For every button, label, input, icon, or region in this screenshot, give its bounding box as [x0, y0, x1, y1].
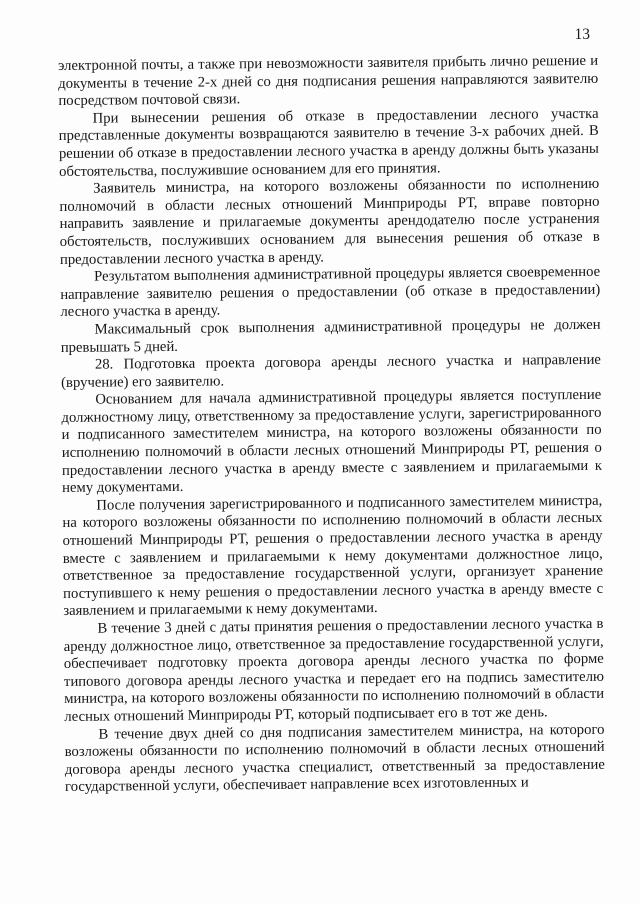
paragraph-procedure-basis: Основанием для начала административной процедуры является поступление должностному лицу, ответственному за предоставление услуги, зарегистрированного и подписанного заместителем министра, на которого возложены обязанности по исполнению полномочий в области лесных отношений Минприроды РТ, решения о предоставлении лесного участка в аренду вместе с заявлением и прилагаемыми к нему документами.	[61, 387, 603, 497]
paragraph-contract-sending: В течение двух дней со дня подписания заместителем министра, на которого возложены обязанности по исполнению полномочий в области лесных отношений договора аренды лесного участка специалист, ответственный за предоставление государственной услуги, обеспечивает направление всех изготовленных и	[64, 721, 605, 796]
paragraph-after-receipt: После получения зарегистрированного и подписанного заместителем министра, на которого возложены обязанности по исполнению полномочий в области лесных отношений Минприроды РТ, решения о предоставлении лесного участка в аренду вместе с заявлением и прилагаемыми к нему документами должностное лицо, ответственное за предоставление государственной услуги, организует хранение поступившего к нему решения о предоставлении лесного участка в аренду вместе с заявлением и прилагаемыми к нему документами.	[62, 492, 604, 620]
document-body	[58, 53, 605, 797]
paragraph-max-duration: Максимальный срок выполнения административной процедуры не должен превышать 5 дней.	[60, 316, 601, 356]
paragraph-continuation-mail-delivery: электронной почты, а также при невозможности заявителя прибыть лично решение и документы в течение 2-х дней со дня подписания решения направляются заявителю посредством почтовой связи.	[58, 52, 599, 110]
paragraph-repeat-application: Заявитель министра, на которого возложены обязанности по исполнению полномочий в области лесных отношений Минприроды РТ, вправе повторно направить заявление и прилагаемые документы арендодателю после устранения обстоятельств, послуживших основанием для вынесения решения об отказе в предоставлении лесного участка в аренду.	[59, 175, 600, 268]
page-number: 13	[574, 26, 590, 43]
paragraph-contract-preparation: В течение 3 дней с даты принятия решения о предоставлении лесного участка в аренду должностное лицо, ответственное за предоставление государственной услуги, обеспечивает подготовку проекта договора аренды лесного участка по форме типового договора аренды лесного участка и передает его на подпись заместителю министра, на которого возложены обязанности по исполнению полномочий в области лесных отношений Минприроды РТ, который подписывает его в тот же день.	[63, 615, 605, 725]
paragraph-procedure-result: Результатом выполнения административной процедуры является своевременное направление заявителю решения о предоставлении (об отказе в предоставлении) лесного участка в аренду.	[60, 263, 601, 321]
section-heading-28: 28. Подготовка проекта договора аренды лесного участка и направление (вручение) его заявителю.	[61, 351, 601, 391]
paragraph-refusal-documents-return: При вынесении решения об отказе в предоставлении лесного участка представленные документы возвращаются заявителю в течение 3-х рабочих дней. В решении об отказе в предоставлении лесного участка в аренду должны быть указаны обстоятельства, послужившие основанием для его принятия.	[58, 105, 599, 180]
